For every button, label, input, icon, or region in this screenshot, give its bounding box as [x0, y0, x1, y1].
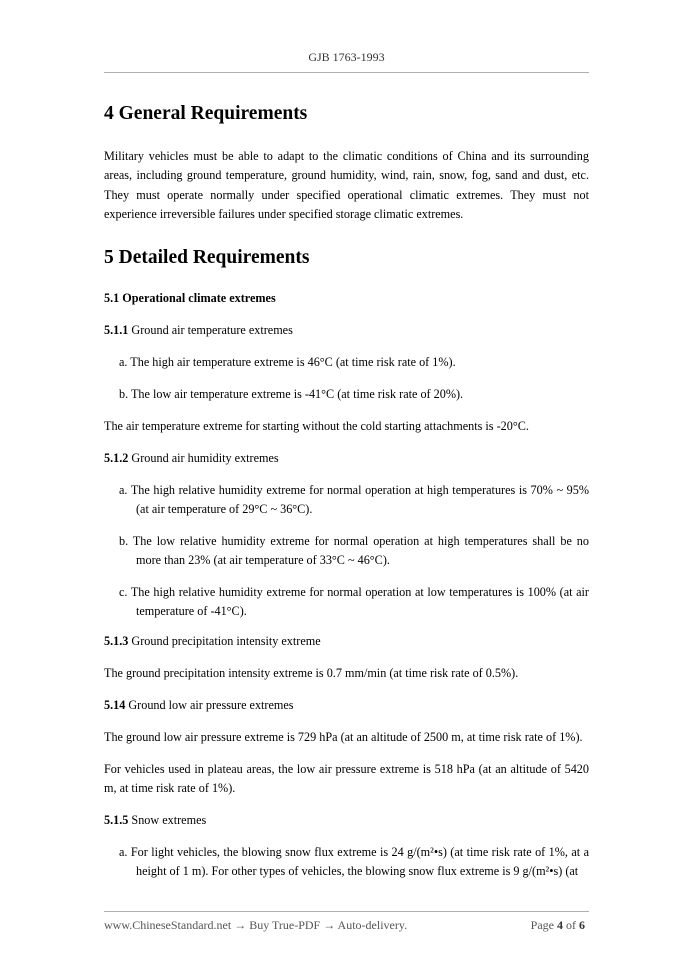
current-page-number: 4	[557, 918, 563, 932]
list-item-c: c. The high relative humidity extreme for normal operation at low temperatures is 100% (at air temperature of -41°C).	[119, 585, 589, 619]
section-5-1-1-heading	[104, 321, 589, 340]
section-number: 5.1.2	[104, 451, 129, 465]
page-header: GJB 1763-1993	[308, 50, 385, 64]
section-number: 5.1.5	[104, 813, 129, 827]
list-item-b: b. The low air temperature extreme is -41°C (at time risk rate of 20%).	[119, 387, 464, 401]
header-divider	[104, 72, 589, 73]
list-item-a: a. The high air temperature extreme is 46°C (at time risk rate of 1%).	[119, 355, 456, 369]
section-5-1-4-heading	[104, 696, 589, 715]
section-title: Ground air humidity extremes	[128, 451, 279, 465]
section-5-1-3-heading	[104, 632, 589, 651]
list-item-a: a. The high relative humidity extreme for normal operation at high temperatures is 70% ~ 95% (at air temperature of 29°C ~ 36°C).	[119, 483, 589, 517]
page-word: Page	[530, 918, 554, 932]
section-5-1-heading: 5.1 Operational climate extremes	[104, 291, 276, 305]
section-number: 5.1.1	[104, 323, 129, 337]
section-5-1-2-heading	[104, 449, 589, 468]
pressure-body-1: The ground low air pressure extreme is 729 hPa (at an altitude of 2500 m, at time risk rate of 1%).	[104, 730, 583, 744]
section-5-heading: 5 Detailed Requirements	[104, 247, 310, 268]
footer-divider	[104, 911, 589, 912]
cold-start-note: The air temperature extreme for starting without the cold starting attachments is -20°C.	[104, 419, 529, 433]
of-word: of	[566, 918, 576, 932]
section-4-body: Military vehicles must be able to adapt to the climatic conditions of China and its surrounding areas, including ground temperature, ground humidity, wind, rain, snow, fog, sand and dust, etc. They must operate normally under specified operational climatic extremes. They must not experience irreversible failures under specified storage climatic extremes.	[104, 149, 589, 222]
section-title: Snow extremes	[128, 813, 207, 827]
section-number: 5.14	[104, 698, 126, 712]
list-item-a: a. For light vehicles, the blowing snow flux extreme is 24 g/(m²•s) (at time risk rate of 1%, at a height of 1 m). For other types of vehicles, the blowing snow flux extreme is 9 g/(m²•s) (at	[119, 845, 589, 879]
total-page-number: 6	[579, 918, 585, 932]
list-item-b: b. The low relative humidity extreme for normal operation at high temperatures shall be no more than 23% (at air temperature of 33°C ~ 46°C).	[119, 534, 589, 568]
footer-site-link[interactable]: www.ChineseStandard.net → Buy True-PDF → Auto-delivery.	[104, 918, 408, 932]
section-title: Ground air temperature extremes	[128, 323, 293, 337]
section-5-1-5-heading	[104, 811, 589, 830]
precipitation-body: The ground precipitation intensity extreme is 0.7 mm/min (at time risk rate of 0.5%).	[104, 666, 519, 680]
pressure-body-2: For vehicles used in plateau areas, the low air pressure extreme is 518 hPa (at an altitude of 5420 m, at time risk rate of 1%).	[104, 762, 589, 796]
section-number: 5.1.3	[104, 634, 129, 648]
section-title: Ground low air pressure extremes	[125, 698, 294, 712]
page-counter	[531, 918, 585, 933]
section-title: Ground precipitation intensity extreme	[128, 634, 321, 648]
section-4-heading: 4 General Requirements	[104, 103, 308, 124]
